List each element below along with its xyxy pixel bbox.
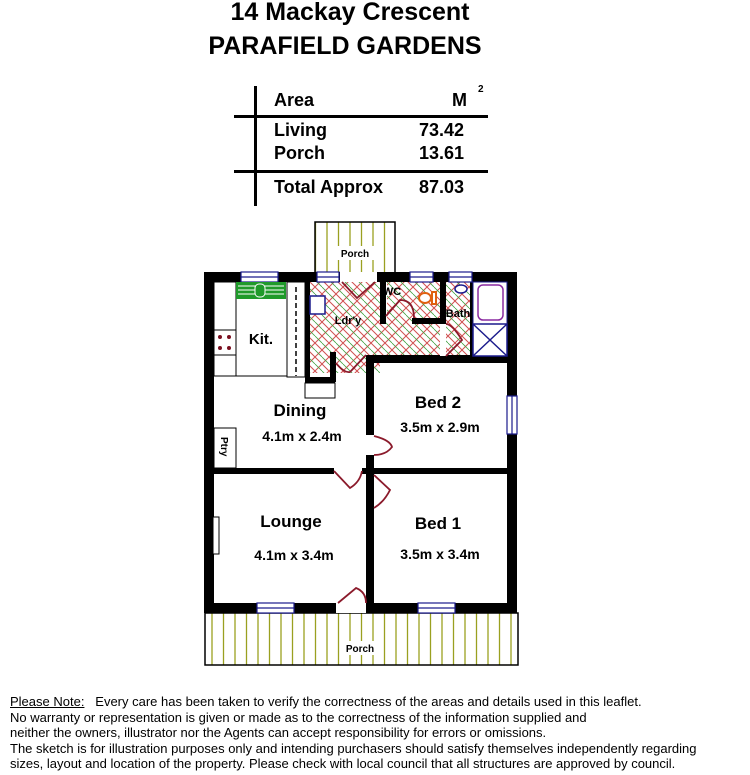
room-size-lounge: 4.1m x 3.4m <box>254 547 334 563</box>
rear-porch <box>315 222 395 274</box>
basin-icon <box>455 285 467 293</box>
toilet-icon <box>419 292 436 304</box>
area-header-unit-sup: 2 <box>478 84 484 95</box>
room-label-porch-front: Porch <box>345 644 375 655</box>
disclaimer-line: The sketch is for illustration purposes only and intending purchasers should satisfy themselves independently regarding <box>10 740 697 756</box>
room-label-bed1: Bed 1 <box>414 514 462 533</box>
room-label-bed2: Bed 2 <box>414 393 462 412</box>
room-label-pantry: Ptry <box>218 437 229 457</box>
area-row-label: Living <box>274 120 327 140</box>
property-address: 14 Mackay Crescent <box>230 0 470 26</box>
area-total-label: Total Approx <box>274 177 383 197</box>
area-total-value: 87.03 <box>419 177 465 197</box>
room-label-porch-rear: Porch <box>340 249 370 260</box>
room-label-kitchen: Kit. <box>248 331 274 348</box>
disclaimer <box>10 694 745 772</box>
disclaimer-line: sizes, layout and location of the property. Please check with local council that all structures are approved by council. <box>10 756 676 772</box>
area-row-value: 73.42 <box>419 120 465 140</box>
disclaimer-heading: Please Note: <box>10 694 85 709</box>
room-label-lounge: Lounge <box>260 512 322 531</box>
area-header-unit: M <box>452 90 467 110</box>
laundry-tub-icon <box>310 296 325 314</box>
room-label-dining: Dining <box>273 401 327 420</box>
room-label-laundry: Ldr'y <box>334 315 362 327</box>
property-suburb: PARAFIELD GARDENS <box>208 32 482 60</box>
stove-icon <box>214 330 236 355</box>
room-size-dining: 4.1m x 2.4m <box>262 428 342 444</box>
room-size-bed1: 3.5m x 3.4m <box>400 546 480 562</box>
room-label-bath: Bath <box>445 308 471 320</box>
area-header-label: Area <box>274 90 315 110</box>
disclaimer-line: No warranty or representation is given or made as to the correctness of the information supplied and <box>10 709 587 725</box>
disclaimer-line: Every care has been taken to verify the correctness of the areas and details used in this leaflet. <box>95 694 642 709</box>
front-porch <box>205 613 518 665</box>
area-row-label: Porch <box>274 143 326 163</box>
room-size-bed2: 3.5m x 2.9m <box>400 419 480 435</box>
area-row-value: 13.61 <box>419 143 465 163</box>
room-label-wc: WC <box>382 286 402 298</box>
disclaimer-line: neither the owners, illustrator nor the Agents can accept responsibility for errors or omissions. <box>10 725 547 741</box>
